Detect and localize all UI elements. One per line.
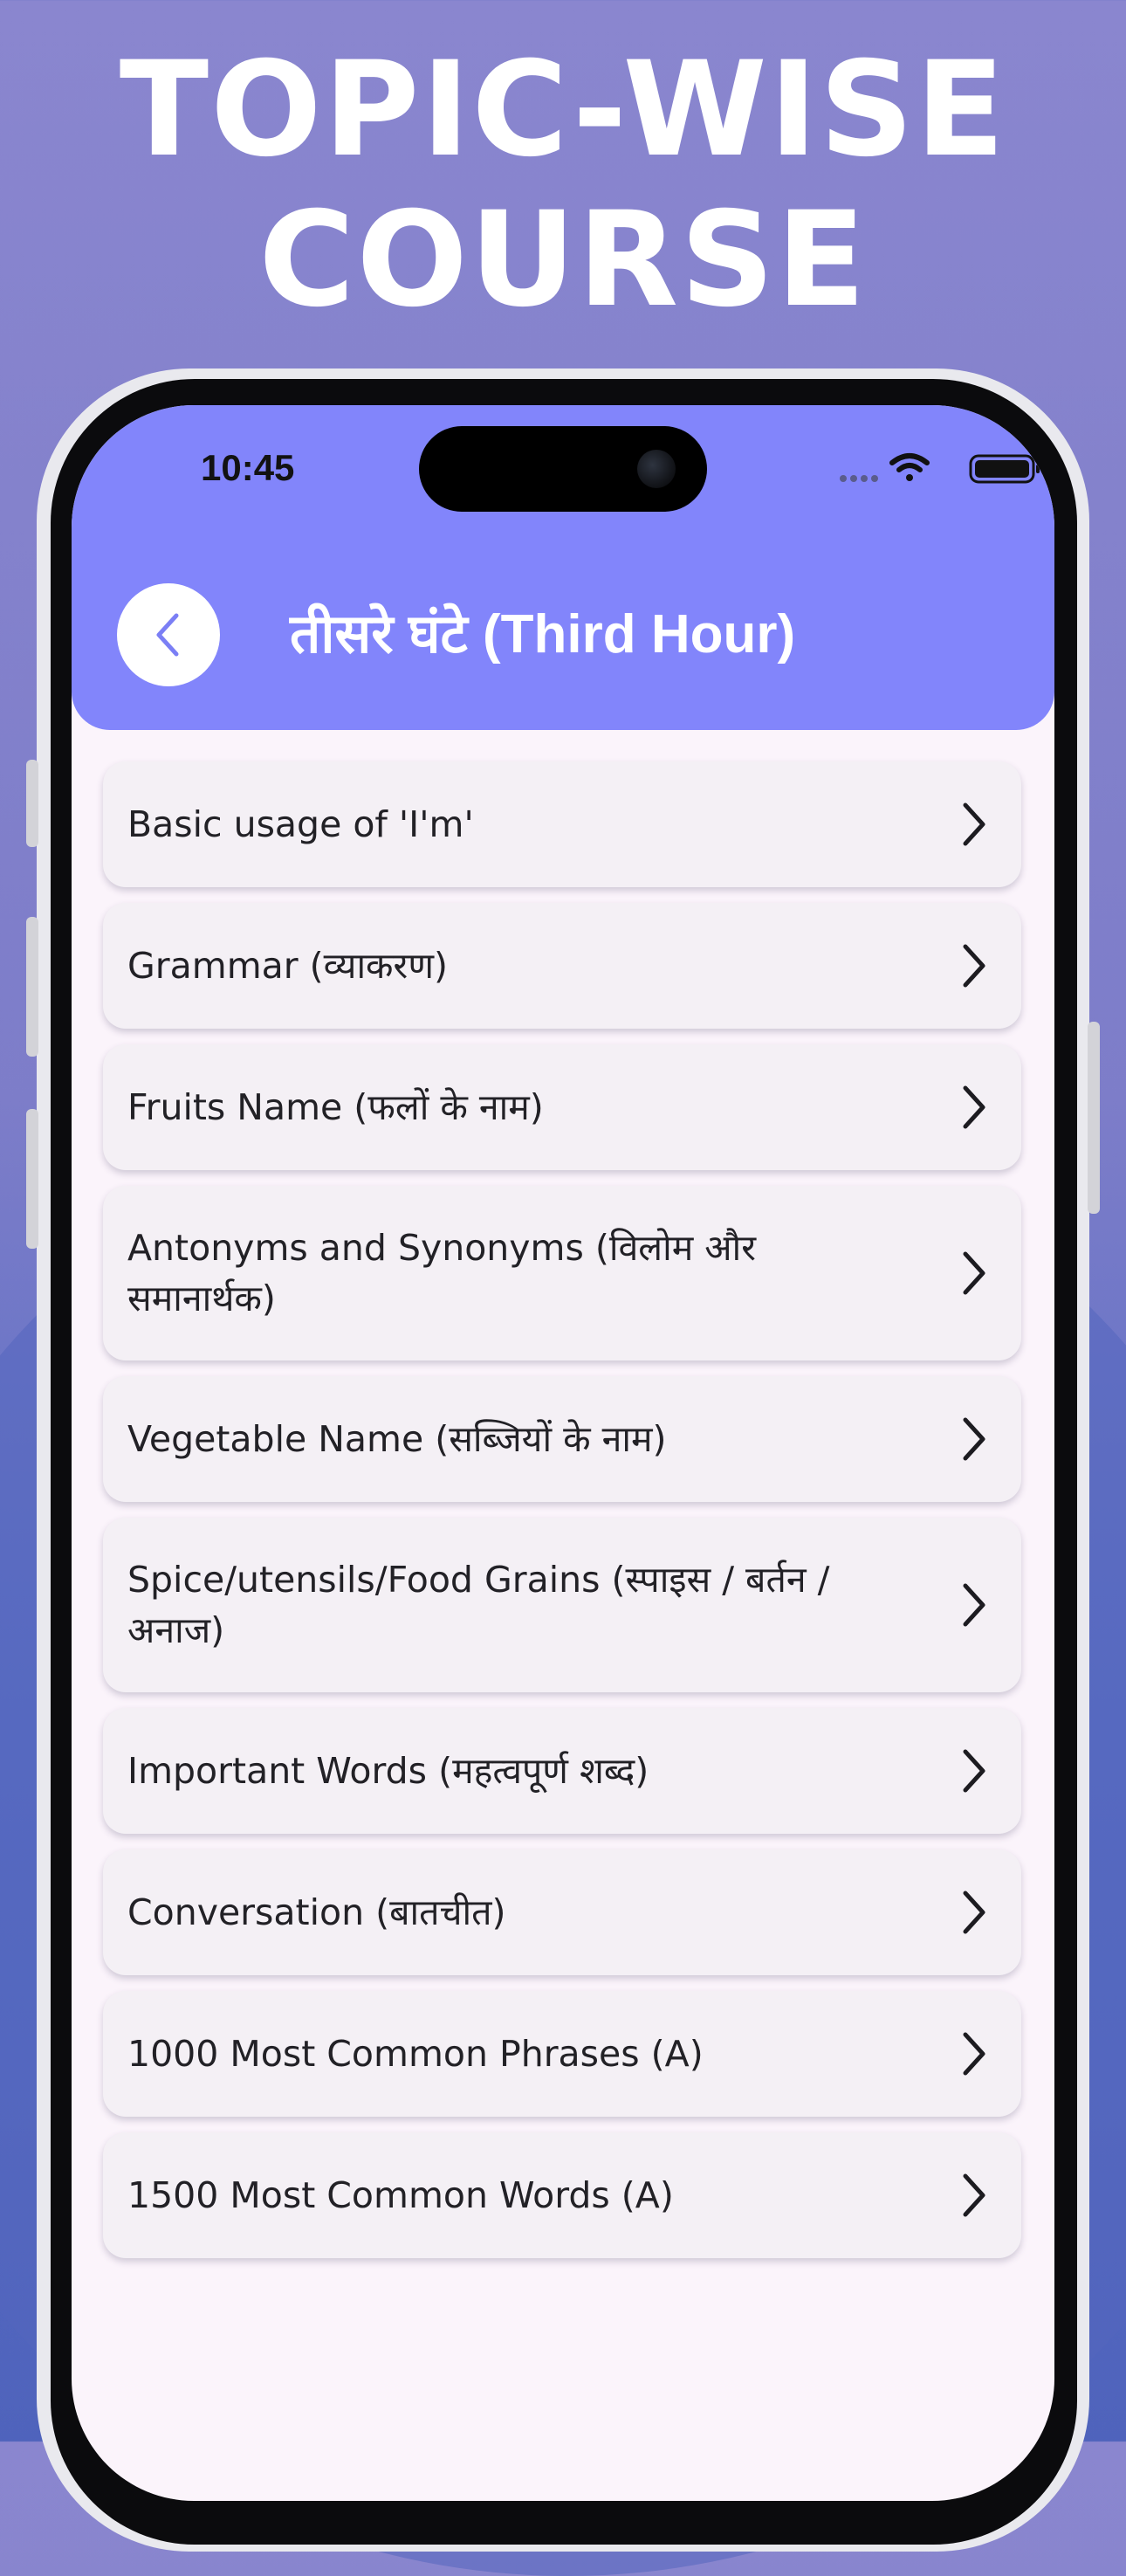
phone-side-button	[26, 760, 38, 847]
topic-item[interactable]	[103, 1849, 1021, 1975]
topic-item[interactable]	[103, 1376, 1021, 1502]
chevron-right-icon	[957, 1746, 992, 1795]
topic-label: 1500 Most Common Words (A)	[127, 2174, 674, 2216]
chevron-right-icon	[957, 1581, 992, 1629]
back-button[interactable]	[117, 583, 220, 686]
battery-icon	[971, 456, 1040, 482]
chevron-right-icon	[957, 1249, 992, 1298]
headline-line-2: COURSE	[258, 184, 868, 336]
chevron-right-icon	[957, 2171, 992, 2220]
chevron-left-icon	[147, 609, 190, 661]
app-header	[72, 405, 1054, 730]
topic-item[interactable]	[103, 903, 1021, 1029]
status-icons	[770, 451, 1054, 486]
topic-label: Antonyms and Synonyms (विलोम और समानार्थक)	[127, 1227, 756, 1319]
topic-label: Fruits Name (फलों के नाम)	[127, 1086, 544, 1128]
topic-label: Conversation (बातचीत)	[127, 1891, 506, 1933]
phone-side-button	[26, 1109, 38, 1249]
topic-item[interactable]	[103, 1186, 1021, 1360]
topic-label: Basic usage of 'I'm'	[127, 803, 474, 845]
app-screen	[72, 405, 1054, 2501]
chevron-right-icon	[957, 800, 992, 849]
topic-label: Vegetable Name (सब्जियों के नाम)	[127, 1418, 667, 1460]
phone-side-button	[1088, 1022, 1100, 1214]
topic-item[interactable]	[103, 1708, 1021, 1834]
topic-item[interactable]	[103, 1518, 1021, 1692]
chevron-right-icon	[957, 1415, 992, 1464]
topic-item[interactable]	[103, 1044, 1021, 1170]
topic-label: Important Words (महत्वपूर्ण शब्द)	[127, 1750, 649, 1792]
camera-icon	[637, 450, 676, 488]
topic-item[interactable]	[103, 1991, 1021, 2117]
wifi-icon	[892, 456, 927, 481]
topic-label: 1000 Most Common Phrases (A)	[127, 2033, 704, 2075]
topic-label: Spice/utensils/Food Grains (स्पाइस / बर्तन / अनाज)	[127, 1559, 830, 1651]
chevron-right-icon	[957, 2029, 992, 2078]
status-time: 10:45	[201, 447, 295, 488]
chevron-right-icon	[957, 1083, 992, 1132]
topic-item[interactable]	[103, 2132, 1021, 2258]
promo-headline	[0, 35, 1126, 335]
signal-dots-icon	[840, 475, 878, 482]
phone-side-button	[26, 917, 38, 1057]
topic-item[interactable]	[103, 761, 1021, 887]
chevron-right-icon	[957, 941, 992, 990]
topic-label: Grammar (व्याकरण)	[127, 945, 448, 987]
headline-line-1: TOPIC-WISE	[119, 34, 1007, 186]
chevron-right-icon	[957, 1888, 992, 1937]
page-title: तीसरे घंटे (Third Hour)	[290, 604, 796, 665]
dynamic-island	[419, 426, 707, 512]
